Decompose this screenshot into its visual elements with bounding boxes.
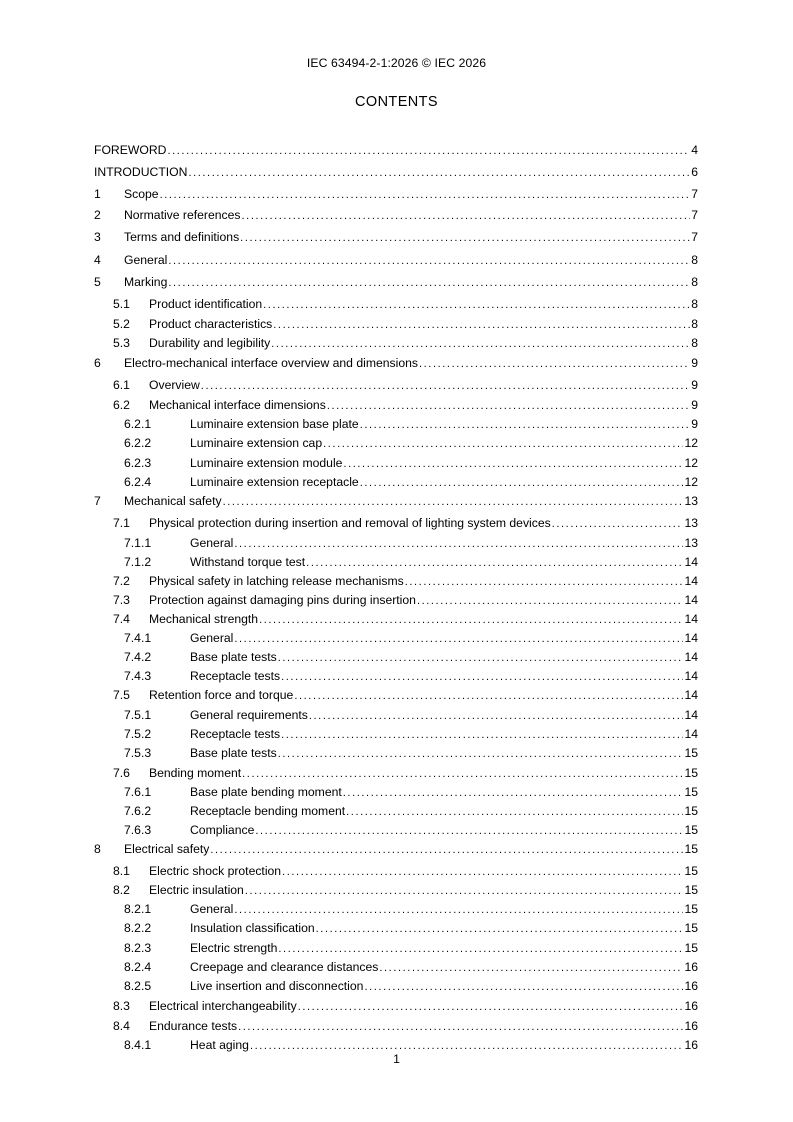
toc-entry-page: 13 (684, 516, 698, 530)
toc-dot-leader (234, 903, 683, 918)
toc-entry[interactable] (94, 593, 698, 609)
toc-entry[interactable] (94, 317, 698, 333)
toc-entry-number: 7.4 (113, 612, 130, 626)
toc-entry-title: Base plate tests (190, 746, 277, 760)
toc-entry-title: Electrical safety (124, 842, 210, 856)
toc-entry[interactable] (94, 456, 698, 472)
toc-entry-number: 8.3 (113, 999, 130, 1013)
toc-entry-title: Luminaire extension base plate (190, 417, 359, 431)
toc-entry-number: 7.1 (113, 516, 130, 530)
toc-entry-title: FOREWORD (94, 143, 167, 157)
toc-entry-number: 8.4.1 (124, 1038, 152, 1052)
toc-entry-title: Compliance (190, 823, 255, 837)
toc-dot-leader (346, 805, 683, 820)
toc-entry-title: Luminaire extension receptacle (190, 475, 359, 489)
toc-entry[interactable] (94, 650, 698, 666)
toc-entry-title: Terms and definitions (124, 230, 240, 244)
toc-entry[interactable] (94, 555, 698, 571)
toc-entry[interactable] (94, 941, 698, 957)
toc-entry[interactable] (94, 669, 698, 685)
toc-dot-leader (405, 575, 684, 590)
toc-entry-title: Receptacle tests (190, 727, 281, 741)
toc-entry[interactable] (94, 417, 698, 433)
toc-entry-page: 7 (691, 187, 698, 201)
toc-entry-title: Electric shock protection (149, 864, 282, 878)
toc-entry-page: 15 (684, 883, 698, 897)
toc-entry-number: 6.1 (113, 378, 130, 392)
toc-entry-number: 7 (94, 494, 101, 508)
toc-entry-title: General (190, 536, 234, 550)
toc-dot-leader (379, 961, 683, 976)
toc-entry-page: 15 (684, 746, 698, 760)
toc-entry-page: 8 (691, 297, 698, 311)
toc-dot-leader (309, 709, 684, 724)
toc-entry-number: 6.2.4 (124, 475, 152, 489)
toc-entry-page: 12 (684, 456, 698, 470)
toc-entry[interactable] (94, 516, 698, 532)
toc-entry-page: 14 (684, 631, 698, 645)
toc-entry-number: 8.4 (113, 1019, 130, 1033)
toc-entry-number: 2 (94, 208, 101, 222)
toc-entry-number: 8.2.2 (124, 921, 152, 935)
toc-entry[interactable] (94, 187, 698, 203)
toc-dot-leader (364, 980, 683, 995)
toc-entry-page: 15 (684, 902, 698, 916)
toc-entry[interactable] (94, 612, 698, 628)
toc-entry-number: 6.2.3 (124, 456, 152, 470)
toc-entry[interactable] (94, 143, 698, 159)
toc-entry-page: 16 (684, 960, 698, 974)
toc-entry[interactable] (94, 494, 698, 510)
toc-dot-leader (278, 747, 684, 762)
toc-entry-number: 8 (94, 842, 101, 856)
toc-entry-title: Base plate bending moment (190, 785, 342, 799)
toc-entry-number: 8.2.1 (124, 902, 152, 916)
toc-entry-title: Receptacle bending moment (190, 804, 346, 818)
toc-dot-leader (210, 843, 683, 858)
page-number: 1 (393, 1052, 400, 1066)
toc-entry-number: 5.2 (113, 317, 130, 331)
toc-dot-leader (240, 231, 690, 246)
toc-dot-leader (167, 144, 690, 159)
toc-entry[interactable] (94, 766, 698, 782)
toc-entry[interactable] (94, 275, 698, 291)
toc-dot-leader (306, 556, 683, 571)
toc-entry-page: 15 (684, 864, 698, 878)
toc-entry-title: Base plate tests (190, 650, 277, 664)
toc-entry-title: Durability and legibility (149, 336, 271, 350)
toc-entry[interactable] (94, 842, 698, 858)
toc-dot-leader (281, 728, 683, 743)
toc-entry-page: 9 (691, 378, 698, 392)
toc-entry-number: 7.5 (113, 688, 130, 702)
toc-entry-title: Creepage and clearance distances (190, 960, 379, 974)
toc-entry-title: Electric strength (190, 941, 278, 955)
toc-dot-leader (327, 399, 690, 414)
toc-entry[interactable] (94, 230, 698, 246)
toc-entry-title: Electric insulation (149, 883, 244, 897)
toc-dot-leader (278, 651, 684, 666)
toc-entry-number: 7.6.2 (124, 804, 152, 818)
toc-dot-leader (160, 188, 691, 203)
toc-dot-leader (255, 824, 683, 839)
toc-entry-title: Protection against damaging pins during insertion (149, 593, 416, 607)
toc-entry-page: 9 (691, 417, 698, 431)
toc-entry-number: 5.1 (113, 297, 130, 311)
toc-entry[interactable] (94, 356, 698, 372)
toc-entry[interactable] (94, 785, 698, 801)
toc-entry-page: 12 (684, 475, 698, 489)
toc-entry-page: 7 (691, 208, 698, 222)
toc-entry-title: Product characteristics (149, 317, 273, 331)
toc-entry-page: 14 (684, 669, 698, 683)
toc-entry-title: Mechanical safety (124, 494, 222, 508)
toc-entry[interactable] (94, 883, 698, 899)
toc-dot-leader (552, 517, 684, 532)
toc-entry-number: 6.2 (113, 398, 130, 412)
toc-dot-leader (168, 254, 690, 269)
toc-entry-title: Live insertion and disconnection (190, 979, 364, 993)
toc-entry-number: 6.2.1 (124, 417, 152, 431)
toc-entry-title: Insulation classification (190, 921, 315, 935)
toc-entry[interactable] (94, 378, 698, 394)
toc-entry[interactable] (94, 999, 698, 1015)
toc-entry-page: 15 (684, 804, 698, 818)
toc-entry-page: 14 (684, 593, 698, 607)
toc-entry-page: 9 (691, 356, 698, 370)
toc-entry-page: 14 (684, 708, 698, 722)
toc-entry-number: 7.6.1 (124, 785, 152, 799)
page-title: CONTENTS (355, 94, 438, 110)
toc-entry-number: 7.6.3 (124, 823, 152, 837)
toc-entry-number: 7.6 (113, 766, 130, 780)
toc-dot-leader (282, 865, 683, 880)
toc-entry-title: Product identification (149, 297, 263, 311)
toc-entry[interactable] (94, 631, 698, 647)
toc-entry-title: Heat aging (190, 1038, 249, 1052)
toc-entry-title: Overview (149, 378, 200, 392)
toc-entry-title: INTRODUCTION (94, 165, 188, 179)
toc-entry[interactable] (94, 253, 698, 269)
toc-entry-page: 7 (691, 230, 698, 244)
toc-dot-leader (278, 942, 683, 957)
toc-entry-title: Retention force and torque (149, 688, 294, 702)
toc-dot-leader (238, 1020, 683, 1035)
toc-entry-page: 15 (684, 766, 698, 780)
toc-entry[interactable] (94, 921, 698, 937)
toc-entry-page: 8 (691, 336, 698, 350)
toc-entry-page: 16 (684, 1038, 698, 1052)
toc-entry-title: Receptacle tests (190, 669, 281, 683)
toc-dot-leader (234, 632, 683, 647)
toc-dot-leader (323, 437, 683, 452)
toc-entry-page: 15 (684, 785, 698, 799)
toc-entry-number: 7.5.1 (124, 708, 152, 722)
toc-entry-title: Physical protection during insertion and removal of lighting system devices (149, 516, 551, 530)
toc-dot-leader (168, 276, 690, 291)
toc-entry-title: Luminaire extension cap (190, 436, 323, 450)
toc-entry-title: Endurance tests (149, 1019, 238, 1033)
toc-dot-leader (273, 318, 690, 333)
toc-dot-leader (298, 1000, 684, 1015)
toc-entry-title: Electrical interchangeability (149, 999, 297, 1013)
toc-entry-number: 4 (94, 253, 101, 267)
toc-entry-page: 15 (684, 842, 698, 856)
toc-entry-title: Bending moment (149, 766, 242, 780)
toc-entry[interactable] (94, 823, 698, 839)
toc-entry-title: General requirements (190, 708, 308, 722)
toc-dot-leader (188, 166, 690, 181)
toc-entry-page: 14 (684, 574, 698, 588)
toc-entry-page: 15 (684, 921, 698, 935)
toc-entry[interactable] (94, 574, 698, 590)
toc-entry[interactable] (94, 536, 698, 552)
toc-entry[interactable] (94, 746, 698, 762)
toc-entry-page: 14 (684, 727, 698, 741)
toc-dot-leader (242, 209, 691, 224)
toc-dot-leader (316, 922, 684, 937)
toc-entry-page: 8 (691, 253, 698, 267)
toc-entry-number: 7.4.2 (124, 650, 152, 664)
toc-entry-number: 7.2 (113, 574, 130, 588)
toc-entry[interactable] (94, 475, 698, 491)
toc-dot-leader (245, 884, 684, 899)
toc-entry-number: 7.3 (113, 593, 130, 607)
toc-entry-title: General (124, 253, 168, 267)
toc-entry[interactable] (94, 979, 698, 995)
toc-entry-title: Marking (124, 275, 168, 289)
toc-entry[interactable] (94, 436, 698, 452)
toc-entry-number: 7.1.2 (124, 555, 152, 569)
toc-entry-page: 9 (691, 398, 698, 412)
toc-dot-leader (242, 767, 683, 782)
toc-dot-leader (360, 476, 684, 491)
toc-entry-page: 8 (691, 275, 698, 289)
toc-entry-number: 3 (94, 230, 101, 244)
toc-entry[interactable] (94, 398, 698, 414)
toc-entry[interactable] (94, 336, 698, 352)
toc-entry-number: 7.5.3 (124, 746, 152, 760)
toc-dot-leader (263, 298, 690, 313)
document-header: IEC 63494-2-1:2026 © IEC 2026 (306, 56, 487, 70)
toc-entry-number: 6 (94, 356, 101, 370)
toc-entry-page: 13 (684, 536, 698, 550)
toc-entry[interactable] (94, 804, 698, 820)
toc-entry-title: Physical safety in latching release mechanisms (149, 574, 404, 588)
toc-entry[interactable] (94, 708, 698, 724)
toc-entry-title: Mechanical strength (149, 612, 259, 626)
toc-entry[interactable] (94, 165, 698, 181)
toc-entry-title: General (190, 902, 234, 916)
toc-entry-number: 7.4.1 (124, 631, 152, 645)
toc-entry[interactable] (94, 688, 698, 704)
toc-entry-number: 7.5.2 (124, 727, 152, 741)
toc-entry-number: 8.2.4 (124, 960, 152, 974)
toc-entry-title: Mechanical interface dimensions (149, 398, 326, 412)
toc-dot-leader (223, 495, 684, 510)
toc-dot-leader (259, 613, 683, 628)
toc-entry-number: 7.1.1 (124, 536, 152, 550)
toc-entry[interactable] (94, 902, 698, 918)
toc-entry-page: 14 (684, 555, 698, 569)
toc-entry-page: 14 (684, 612, 698, 626)
toc-entry-number: 6.2.2 (124, 436, 152, 450)
toc-entry-page: 4 (691, 143, 698, 157)
toc-dot-leader (417, 594, 684, 609)
toc-entry[interactable] (94, 208, 698, 224)
toc-entry-page: 14 (684, 688, 698, 702)
toc-entry-page: 14 (684, 650, 698, 664)
toc-entry[interactable] (94, 960, 698, 976)
toc-entry-page: 16 (684, 1019, 698, 1033)
toc-entry-page: 12 (684, 436, 698, 450)
toc-entry-page: 15 (684, 941, 698, 955)
toc-entry-title: General (190, 631, 234, 645)
toc-entry-title: Electro-mechanical interface overview and dimensions (124, 356, 418, 370)
toc-entry-title: Normative references (124, 208, 241, 222)
toc-entry-number: 8.2 (113, 883, 130, 897)
toc-entry[interactable] (94, 297, 698, 313)
toc-entry[interactable] (94, 1019, 698, 1035)
toc-dot-leader (360, 418, 691, 433)
toc-entry-page: 15 (684, 823, 698, 837)
toc-entry-page: 6 (691, 165, 698, 179)
toc-dot-leader (201, 379, 690, 394)
toc-entry-page: 8 (691, 317, 698, 331)
toc-entry-number: 5.3 (113, 336, 130, 350)
toc-entry-title: Withstand torque test (190, 555, 306, 569)
toc-dot-leader (343, 786, 684, 801)
toc-entry[interactable] (94, 727, 698, 743)
toc-dot-leader (343, 457, 683, 472)
toc-entry-page: 13 (684, 494, 698, 508)
toc-entry-title: Luminaire extension module (190, 456, 343, 470)
toc-entry-page: 16 (684, 999, 698, 1013)
toc-entry-number: 8.2.5 (124, 979, 152, 993)
toc-dot-leader (281, 670, 683, 685)
toc-entry-title: Scope (124, 187, 159, 201)
toc-dot-leader (234, 537, 683, 552)
toc-entry-number: 1 (94, 187, 101, 201)
toc-entry-number: 7.4.3 (124, 669, 152, 683)
toc-entry[interactable] (94, 864, 698, 880)
toc-entry-number: 5 (94, 275, 101, 289)
toc-dot-leader (294, 689, 683, 704)
toc-dot-leader (271, 337, 690, 352)
toc-dot-leader (419, 357, 690, 372)
toc-entry-number: 8.2.3 (124, 941, 152, 955)
toc-entry-number: 8.1 (113, 864, 130, 878)
toc-entry-page: 16 (684, 979, 698, 993)
